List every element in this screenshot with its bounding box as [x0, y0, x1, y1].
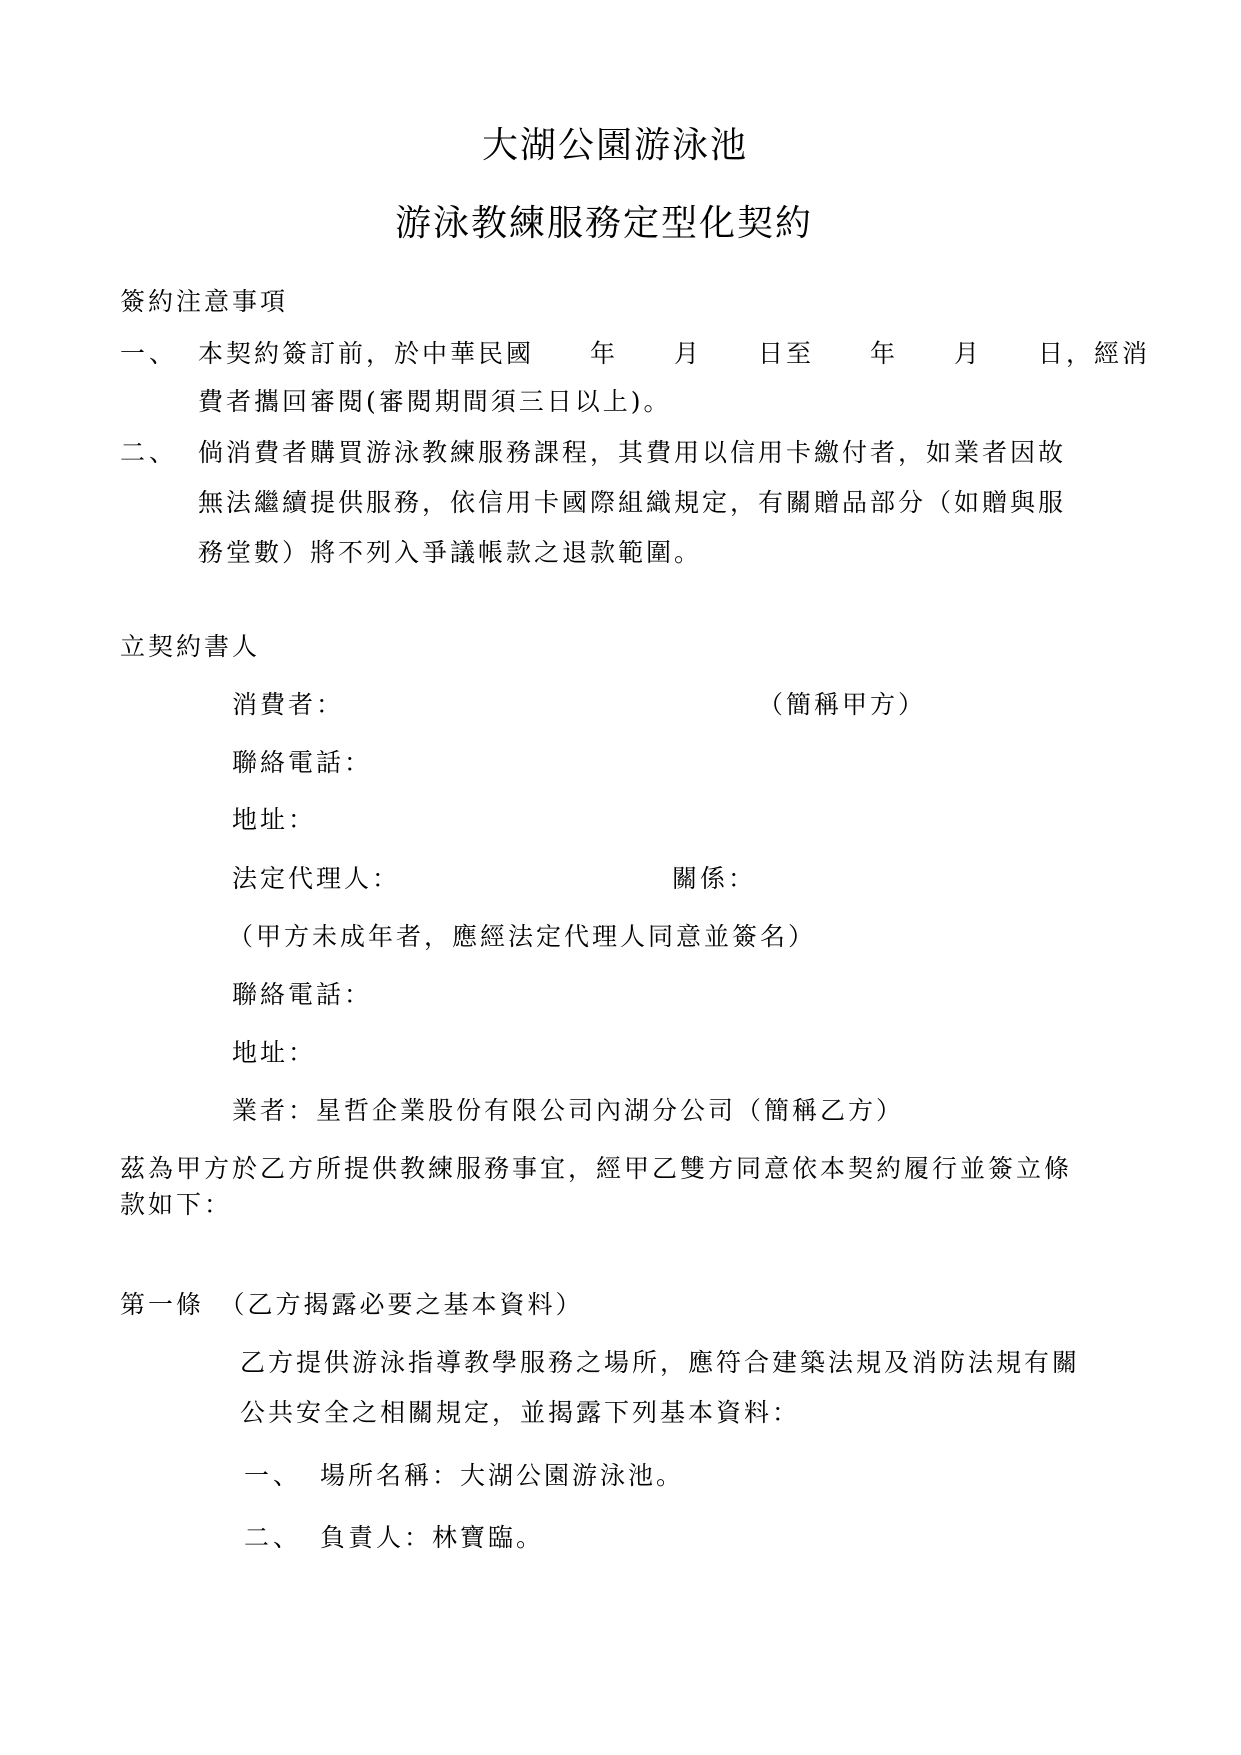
notice-heading: 簽約注意事項 — [120, 287, 289, 316]
consumer-phone-label: 聯絡電話： — [232, 748, 373, 777]
notice-item-2-number: 二、 — [120, 438, 179, 467]
relation-label: 關係： — [672, 864, 757, 893]
article-1-line: 乙方提供游泳指導教學服務之場所，應符合建築法規及消防法規有關 — [240, 1348, 1081, 1377]
guardian-phone-label: 聯絡電話： — [232, 980, 373, 1009]
article-1-item-1-text: 場所名稱：大湖公園游泳池。 — [320, 1461, 685, 1490]
article-1-item-1-number: 一、 — [244, 1461, 303, 1490]
article-1-heading: 第一條 （乙方揭露必要之基本資料） — [120, 1290, 584, 1319]
guardian-note: （甲方未成年者，應經法定代理人同意並簽名） — [228, 922, 817, 951]
preamble-line: 款如下： — [120, 1190, 233, 1219]
article-1-line: 公共安全之相關規定，並揭露下列基本資料： — [240, 1398, 801, 1427]
notice-item-2-line: 務堂數）將不列入爭議帳款之退款範圍。 — [198, 538, 703, 567]
notice-item-1-line: 費者攜回審閱(審閱期間須三日以上)。 — [198, 387, 672, 416]
consumer-alias: （簡稱甲方） — [758, 690, 927, 719]
title-contract: 游泳教練服務定型化契約 — [395, 203, 814, 244]
business-party-line: 業者：星哲企業股份有限公司內湖分公司（簡稱乙方） — [232, 1096, 905, 1125]
notice-item-2-line: 倘消費者購買游泳教練服務課程，其費用以信用卡繳付者，如業者因故 — [198, 438, 1067, 467]
consumer-label: 消費者： — [232, 690, 345, 719]
notice-item-2-line: 無法繼續提供服務，依信用卡國際組織規定，有關贈品部分（如贈與服 — [198, 488, 1067, 517]
notice-item-1-number: 一、 — [120, 339, 179, 368]
guardian-label: 法定代理人： — [232, 864, 401, 893]
title-venue: 大湖公園游泳池 — [482, 125, 749, 166]
article-1-item-2-number: 二、 — [244, 1523, 303, 1552]
article-1-item-2-text: 負責人：林寶臨。 — [320, 1523, 545, 1552]
guardian-address-label: 地址： — [232, 1038, 317, 1067]
preamble-line: 茲為甲方於乙方所提供教練服務事宜，經甲乙雙方同意依本契約履行並簽立條 — [120, 1154, 1073, 1183]
parties-heading: 立契約書人 — [120, 632, 261, 661]
consumer-address-label: 地址： — [232, 805, 317, 834]
notice-item-1-line: 本契約簽訂前，於中華民國 年 月 日至 年 月 日，經消 — [198, 339, 1151, 368]
